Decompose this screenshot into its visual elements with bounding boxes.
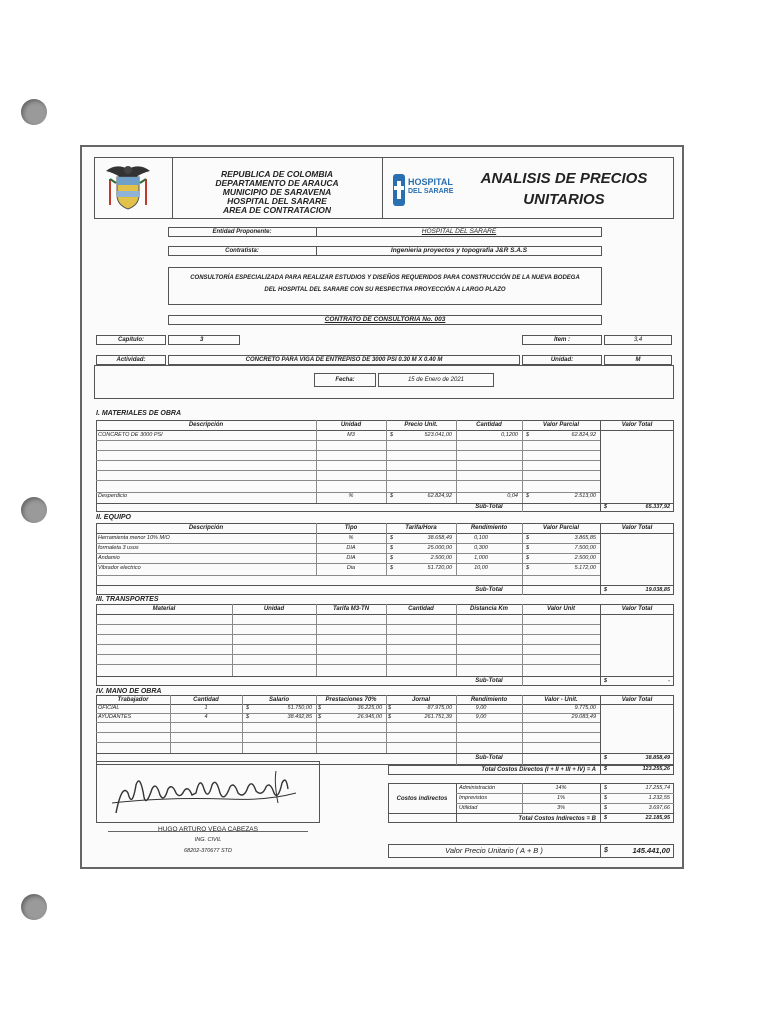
utilidad-pct: 3% <box>557 805 565 811</box>
document-title-line-1: ANALISIS DE PRECIOS <box>480 170 648 187</box>
entidad-label: Entidad Proponente: <box>212 229 272 235</box>
equipo-header-tarifa: Tarifa/Hora <box>405 525 437 531</box>
unidad-label: Unidad: <box>550 357 574 363</box>
equipo-row-4-tipo: Dia <box>346 565 356 571</box>
equipo-row-3-desc: Andamio <box>98 555 120 561</box>
signature-scribble <box>106 763 306 821</box>
equipo-row-2-tipo: DIA <box>346 545 356 551</box>
transportes-header-valor-unit: Valor Unit <box>546 606 576 612</box>
transportes-table <box>96 604 674 686</box>
valor-unitario-value: 145.441,00 <box>632 846 670 855</box>
objeto-line-1: CONSULTORÍA ESPECIALIZADA PARA REALIZAR ESTUDIOS Y DISEÑOS REQUERIDOS PARA CONSTRUCCIÓN DE LA NUEVA BODEGA <box>190 275 580 281</box>
mano-obra-row-2-jornal: 261.751,39 <box>424 714 452 720</box>
item-label: Ítem : <box>553 337 570 343</box>
imprevistos-label: Imprevistos <box>459 795 488 801</box>
equipo-row-1-desc: Herramienta menor 10% M/O <box>98 535 170 541</box>
equipo-row-2-rend: 0,300 <box>474 545 488 551</box>
hospital-logo-text-2: DEL SARARE <box>408 188 454 195</box>
binder-hole-middle <box>21 497 47 523</box>
mano-obra-subtotal-currency: $ <box>604 755 608 761</box>
signer-title: ING. CIVIL <box>194 837 222 843</box>
mano-obra-row-2-salario: 38.492,85 <box>287 714 312 720</box>
equipo-section-title: II. EQUIPO <box>96 514 132 521</box>
admin-label: Administración <box>459 785 496 791</box>
materiales-row-2-parcial-currency: $ <box>526 493 530 499</box>
transportes-header-tarifa: Tarifa M3-TN <box>332 606 370 612</box>
mano-obra-row-2-trabajador: AYUDANTES <box>98 714 132 720</box>
equipo-subtotal-label: Sub-Total <box>475 587 503 593</box>
equipo-row-2-tarifa: 25.000,00 <box>427 545 452 551</box>
materiales-row-2-unidad: % <box>348 493 354 499</box>
utilidad-label: Utilidad <box>459 805 478 811</box>
equipo-row-3-tipo: DIA <box>346 555 356 561</box>
imprevistos-currency: $ <box>604 795 608 801</box>
total-indirectos-currency: $ <box>604 815 608 821</box>
total-indirectos-label: Total Costos Indirectos = B <box>518 816 596 822</box>
mano-obra-row-2-prest-currency: $ <box>318 714 322 720</box>
valor-unitario-currency: $ <box>604 847 608 854</box>
actividad-value: CONCRETO PARA VIGA DE ENTREPISO DE 3000 PSI 0.30 M X 0.40 M <box>245 357 443 363</box>
equipo-row-3-currency: $ <box>390 555 394 561</box>
equipo-row-3-parcial-currency: $ <box>526 555 530 561</box>
equipo-row-2-parcial-currency: $ <box>526 545 530 551</box>
header-line-5: AREA DE CONTRATACION <box>223 205 331 215</box>
equipo-row-4-tarifa: 51.720,00 <box>427 565 452 571</box>
utilidad-value: 3.697,66 <box>648 805 670 811</box>
equipo-row-4-desc: Vibrador electrico <box>98 565 141 571</box>
materiales-row-1-precio: 523.041,00 <box>424 432 452 438</box>
mano-obra-subtotal: 38.858,49 <box>645 755 670 761</box>
header-line-4: HOSPITAL DEL SARARE <box>227 196 327 206</box>
signer-name: HUGO ARTURO VEGA CABEZAS <box>158 826 258 833</box>
equipo-row-4-parcial-currency: $ <box>526 565 530 571</box>
mano-obra-header-valor-unit: Valor - Unit. <box>544 697 578 703</box>
total-indirectos-value: 22.185,95 <box>645 815 670 821</box>
binder-hole-top <box>21 99 47 125</box>
capitulo-value: 3 <box>200 337 204 343</box>
mano-obra-row-2-rendimiento: 9,00 <box>475 714 487 720</box>
total-directos-value: 123.255,26 <box>642 766 670 772</box>
mano-obra-row-1-rendimiento: 9,00 <box>475 705 487 711</box>
mano-obra-header-rendimiento: Rendimiento <box>470 697 508 703</box>
equipo-header-tipo: Tipo <box>344 525 358 531</box>
materiales-row-2-precio: 62.824,92 <box>427 493 452 499</box>
equipo-subtotal-currency: $ <box>604 587 608 593</box>
mano-obra-row-2-valor: 29.083,49 <box>571 714 596 720</box>
mano-obra-header-jornal: Jornal <box>411 697 430 703</box>
imprevistos-value: 1.232,55 <box>648 795 670 801</box>
equipo-row-1-tarifa: 38.658,49 <box>427 535 452 541</box>
materiales-row-2-desc: Desperdicio <box>98 493 128 499</box>
materiales-subtotal-label: Sub-Total <box>475 504 503 510</box>
transportes-header-distancia: Distancia Km <box>469 606 508 612</box>
item-value: 3,4 <box>633 337 643 343</box>
binder-hole-bottom <box>21 894 47 920</box>
mano-obra-row-1-jornal-currency: $ <box>388 705 392 711</box>
mano-obra-row-2-jornal-currency: $ <box>388 714 392 720</box>
contrato-value: CONTRATO DE CONSULTORIA No. 003 <box>324 316 446 323</box>
transportes-subtotal: - <box>668 678 670 684</box>
materiales-row-1-currency: $ <box>390 432 394 438</box>
imprevistos-pct: 1% <box>557 795 565 801</box>
equipo-row-3-rend: 1,000 <box>474 555 488 561</box>
materiales-row-1-unidad: M3 <box>347 432 355 438</box>
contratista-label: Contratista: <box>225 248 259 254</box>
objeto-line-2: DEL HOSPITAL DEL SARARE CON SU RESPECTIVA PROYECCIÓN A LARGO PLAZO <box>264 287 506 293</box>
equipo-row-2-currency: $ <box>390 545 394 551</box>
mano-obra-header-total: Valor Total <box>621 697 653 703</box>
hospital-logo <box>390 169 452 211</box>
header-line-1: REPUBLICA DE COLOMBIA <box>220 169 334 179</box>
capitulo-value-box <box>168 335 240 345</box>
capitulo-label: Capítulo: <box>118 337 144 343</box>
mano-obra-section-title: IV. MANO DE OBRA <box>96 688 162 695</box>
equipo-header-parcial: Valor Parcial <box>542 525 580 531</box>
mano-obra-row-1-prestaciones: 36.225,00 <box>357 705 382 711</box>
materiales-header-cantidad: Cantidad <box>476 422 502 428</box>
mano-obra-header-trabajador: Trabajador <box>117 697 149 703</box>
mano-obra-header-cantidad: Cantidad <box>193 697 219 703</box>
materiales-header-precio: Precio Unit. <box>404 422 438 428</box>
admin-pct: 14% <box>555 785 567 791</box>
materiales-header-descripcion: Descripción <box>188 422 224 428</box>
price-analysis-sheet <box>80 145 684 869</box>
equipo-row-1-currency: $ <box>390 535 394 541</box>
materiales-subtotal: 65.337,92 <box>645 504 670 510</box>
equipo-row-3-tarifa: 2.500,00 <box>430 555 452 561</box>
costos-indirectos-title: Costos indirectos <box>396 796 448 802</box>
equipo-row-1-parcial: 3.865,85 <box>574 535 596 541</box>
header-line-2: DEPARTAMENTO DE ARAUCA <box>215 178 339 188</box>
total-directos-label: Total Costos Directos (I + II + III + IV) = A <box>481 767 596 773</box>
header-line-3: MUNICIPIO DE SARAVENA <box>222 187 332 197</box>
contratista-value: Ingenieria proyectos y topografia J&R S.A.S <box>390 247 528 254</box>
materiales-section-title: I. MATERIALES DE OBRA <box>96 410 182 417</box>
equipo-header-total: Valor Total <box>621 525 653 531</box>
mano-obra-row-1-prest-currency: $ <box>318 705 322 711</box>
mano-obra-header-salario: Salario <box>268 697 289 703</box>
materiales-row-2-currency: $ <box>390 493 394 499</box>
entidad-value: HOSPITAL DEL SARARE <box>421 228 497 235</box>
transportes-header-cantidad: Cantidad <box>408 606 434 612</box>
unidad-value: M <box>635 357 641 363</box>
equipo-row-1-rend: 0,100 <box>474 535 488 541</box>
mano-obra-row-2-cantidad: 4 <box>204 714 208 720</box>
signer-id: 68202-370677 STD <box>183 848 232 854</box>
materiales-header-parcial: Valor Parcial <box>542 422 580 428</box>
transportes-subtotal-label: Sub-Total <box>475 678 503 684</box>
equipo-row-4-rend: 10,00 <box>474 565 488 571</box>
equipo-row-1-parcial-currency: $ <box>526 535 530 541</box>
fecha-value: 15 de Enero de 2021 <box>407 377 465 383</box>
materiales-row-2-cantidad: 0,04 <box>507 493 518 499</box>
total-directos-currency: $ <box>604 766 608 772</box>
valor-unitario-label: Valor Precio Unitario ( A + B ) <box>445 846 543 855</box>
materiales-header-unidad: Unidad <box>340 422 362 428</box>
equipo-row-4-currency: $ <box>390 565 394 571</box>
mano-obra-row-1-salario: 51.750,00 <box>287 705 312 711</box>
fecha-label: Fecha: <box>335 377 355 383</box>
materiales-header-total: Valor Total <box>621 422 653 428</box>
objeto-box <box>168 267 602 305</box>
transportes-subtotal-currency: $ <box>604 678 608 684</box>
mano-obra-subtotal-label: Sub-Total <box>475 755 503 761</box>
mano-obra-row-1-trabajador: OFICIAL <box>98 705 120 711</box>
equipo-row-2-desc: formaleta 3 usos <box>98 545 139 551</box>
transportes-header-unidad: Unidad <box>263 606 285 612</box>
materiales-row-1-desc: CONCRETO DE 3000 PSI <box>98 432 163 438</box>
equipo-row-3-parcial: 2.500,00 <box>574 555 596 561</box>
equipo-subtotal: 19.038,85 <box>645 587 670 593</box>
equipo-row-2-parcial: 7.500,00 <box>574 545 596 551</box>
coat-of-arms-seal <box>102 161 154 213</box>
mano-obra-row-2-salario-currency: $ <box>246 714 250 720</box>
transportes-section-title: III. TRANSPORTES <box>96 596 159 603</box>
equipo-row-1-tipo: % <box>348 535 354 541</box>
transportes-header-material: Material <box>152 606 176 612</box>
mano-obra-row-1-jornal: 87.975,00 <box>427 705 452 711</box>
mano-obra-row-1-cantidad: 1 <box>204 705 208 711</box>
materiales-row-1-parcial-currency: $ <box>526 432 530 438</box>
transportes-header-total: Valor Total <box>621 606 653 612</box>
admin-currency: $ <box>604 785 608 791</box>
mano-obra-header-prestaciones: Prestaciones 70% <box>325 697 377 703</box>
materiales-row-1-parcial: 62.824,92 <box>571 432 596 438</box>
equipo-header-rendimiento: Rendimiento <box>470 525 508 531</box>
header-box <box>94 157 674 219</box>
materiales-subtotal-currency: $ <box>604 504 608 510</box>
equipo-header-descripcion: Descripción <box>188 525 224 531</box>
mano-obra-row-1-salario-currency: $ <box>246 705 250 711</box>
mano-obra-row-2-prestaciones: 26.945,00 <box>357 714 382 720</box>
document-title-line-2: UNITARIOS <box>523 191 605 208</box>
equipo-row-4-parcial: 5.172,00 <box>574 565 596 571</box>
admin-value: 17.255,74 <box>645 785 670 791</box>
hospital-logo-text-1: HOSPITAL <box>408 177 453 187</box>
mano-obra-row-1-valor: 9.775,00 <box>574 705 596 711</box>
actividad-label: Actividad: <box>116 357 146 363</box>
materiales-row-2-parcial: 2.513,00 <box>574 493 596 499</box>
utilidad-currency: $ <box>604 805 608 811</box>
materiales-row-1-cantidad: 0,1200 <box>501 432 518 438</box>
